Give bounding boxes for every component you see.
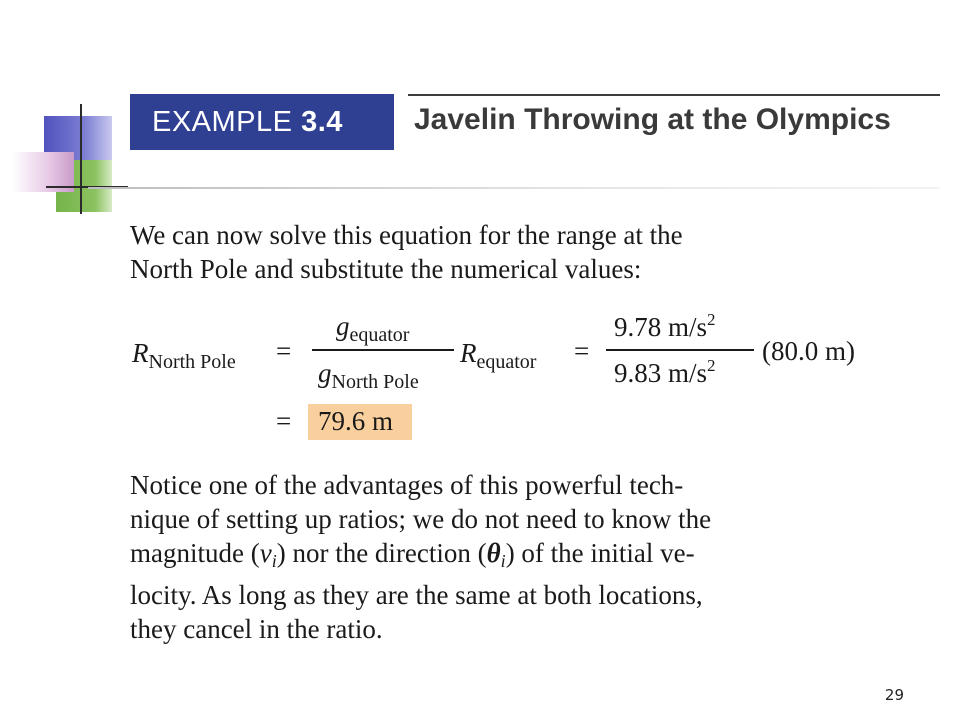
paragraph-line: nique of setting up ratios; we do not need to know the bbox=[130, 504, 712, 534]
paragraph-line: locity. As long as they are the same at both locations, bbox=[130, 580, 703, 610]
lhs-term bbox=[132, 338, 236, 374]
page-number: 29 bbox=[884, 686, 904, 704]
denominator-exponent: 2 bbox=[707, 356, 716, 375]
variable-subscript: i bbox=[271, 551, 277, 571]
r-equator-term bbox=[460, 338, 536, 374]
answer-value: 79.6 m bbox=[318, 406, 394, 436]
example-title: Javelin Throwing at the Olympics bbox=[414, 103, 891, 136]
lhs-symbol: R bbox=[132, 338, 149, 368]
g-subscript: North Pole bbox=[331, 371, 419, 393]
r-subscript: equator bbox=[476, 351, 537, 373]
paragraph-line: North Pole and substitute the numerical values: bbox=[130, 254, 642, 284]
ornament-vertical-line bbox=[80, 104, 82, 214]
header-top-rule bbox=[408, 94, 940, 96]
example-prefix: EXAMPLE bbox=[152, 106, 293, 138]
g-symbol: g bbox=[336, 311, 350, 341]
fraction2-bar bbox=[606, 349, 754, 351]
paragraph-line-with-variables bbox=[130, 536, 890, 578]
header-bottom-rule bbox=[88, 187, 940, 189]
variable-v: v bbox=[259, 538, 272, 568]
example-label bbox=[130, 94, 394, 150]
g-symbol: g bbox=[318, 358, 332, 388]
denominator-value: 9.83 m/s bbox=[614, 358, 708, 388]
paragraph-line: they cancel in the ratio. bbox=[130, 614, 383, 644]
r-symbol: R bbox=[460, 338, 477, 368]
lhs-subscript: North Pole bbox=[148, 351, 236, 373]
g-subscript: equator bbox=[349, 324, 410, 346]
paragraph-line: Notice one of the advantages of this powerful tech- bbox=[130, 470, 684, 500]
example-number: 3.4 bbox=[301, 106, 343, 138]
range-equator-value: (80.0 m) bbox=[762, 336, 855, 366]
numerator-exponent: 2 bbox=[707, 310, 716, 329]
equals-sign: = bbox=[276, 336, 292, 366]
variable-subscript: i bbox=[500, 551, 506, 571]
equals-sign: = bbox=[276, 406, 292, 436]
text-run: ) nor the direction ( bbox=[276, 538, 487, 568]
fraction2-denominator bbox=[614, 356, 716, 389]
fraction2-numerator bbox=[614, 310, 716, 343]
text-run: ) of the initial ve- bbox=[505, 538, 695, 568]
notice-paragraph bbox=[130, 468, 890, 646]
fraction1-denominator bbox=[318, 358, 419, 394]
intro-paragraph bbox=[130, 218, 890, 286]
numerator-value: 9.78 m/s bbox=[614, 312, 708, 342]
fraction1-numerator bbox=[336, 311, 409, 347]
text-run: magnitude ( bbox=[130, 538, 260, 568]
fraction1-bar bbox=[312, 349, 454, 351]
variable-theta: θ bbox=[486, 538, 501, 568]
paragraph-line: We can now solve this equation for the range at the bbox=[130, 220, 683, 250]
equals-sign: = bbox=[574, 336, 590, 366]
